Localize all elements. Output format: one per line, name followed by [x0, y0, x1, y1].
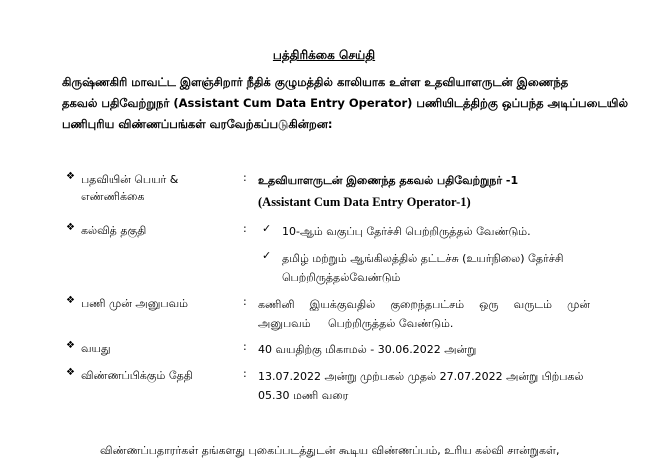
experience-value: கணினி இயக்குவதில் குறைந்தபட்சம் ஒரு வருடம் முன் அனுபவம் பெற்றிருத்தல் வேண்டும். [258, 298, 590, 330]
education-label: கல்வித் தகுதி [81, 224, 147, 237]
application-date-label: விண்ணப்பிக்கும் தேதி [81, 369, 193, 382]
diamond-bullet-icon: ❖ [66, 295, 75, 306]
intro-line-2: தகவல் பதிவேற்றுநர் (Assistant Cum Data Entry Operator) பணியிடத்திற்கு ஒப்பந்த அடிப்படையில் [62, 96, 628, 110]
education-item-2: தமிழ் மற்றும் ஆங்கிலத்தில் தட்டச்சு (உயர்நிலை) தேர்ச்சி பெற்றிருத்தல்வேண்டும் [282, 252, 564, 284]
education-item-1: 10-ஆம் வகுப்பு தேர்ச்சி பெற்றிருத்தல் வேண்டும். [282, 225, 531, 238]
colon-separator: : [243, 171, 247, 184]
post-label: பதவியின் பெயர் & எண்ணிக்கை [81, 173, 179, 203]
application-date-value: 13.07.2022 அன்று முற்பகல் முதல் 27.07.2022 அன்று பிற்பகல் 05.30 மணி வரை [258, 370, 584, 402]
colon-separator: : [243, 340, 247, 353]
post-value: உதவியாளருடன் இணைந்த தகவல் பதிவேற்றுநர் -1 (Assistant Cum Data Entry Operator-1) [258, 174, 519, 209]
footer-paragraph: விண்ணப்பதாரர்கள் தங்களது புகைப்படத்துடன் கூடிய விண்ணப்பம், உரிய கல்வி சான்றுகள், [100, 444, 560, 457]
diamond-bullet-icon: ❖ [66, 367, 75, 378]
intro-line-3: பணிபுரிய விண்ணப்பங்கள் வரவேற்கப்படுகின்றன: [62, 117, 333, 131]
colon-separator: : [243, 222, 247, 235]
check-mark-icon: ✓ [262, 222, 272, 235]
diamond-bullet-icon: ❖ [66, 222, 75, 233]
intro-paragraph [62, 72, 628, 135]
diamond-bullet-icon: ❖ [66, 340, 75, 351]
check-mark-icon: ✓ [262, 249, 272, 262]
intro-line-1: கிருஷ்ணகிரி மாவட்ட இளஞ்சிறார் நீதிக் குழுமத்தில் காலியாக உள்ள உதவியாளருடன் இணைந்த [62, 75, 569, 89]
colon-separator: : [243, 295, 247, 308]
age-value: 40 வயதிற்கு மிகாமல் - 30.06.2022 அன்று [258, 343, 477, 356]
experience-label: பணி முன் அனுபவம் [81, 297, 188, 310]
age-label: வயது [81, 342, 111, 355]
document-title: பத்திரிக்கை செய்தி [272, 48, 376, 62]
colon-separator: : [243, 367, 247, 380]
diamond-bullet-icon: ❖ [66, 171, 75, 182]
